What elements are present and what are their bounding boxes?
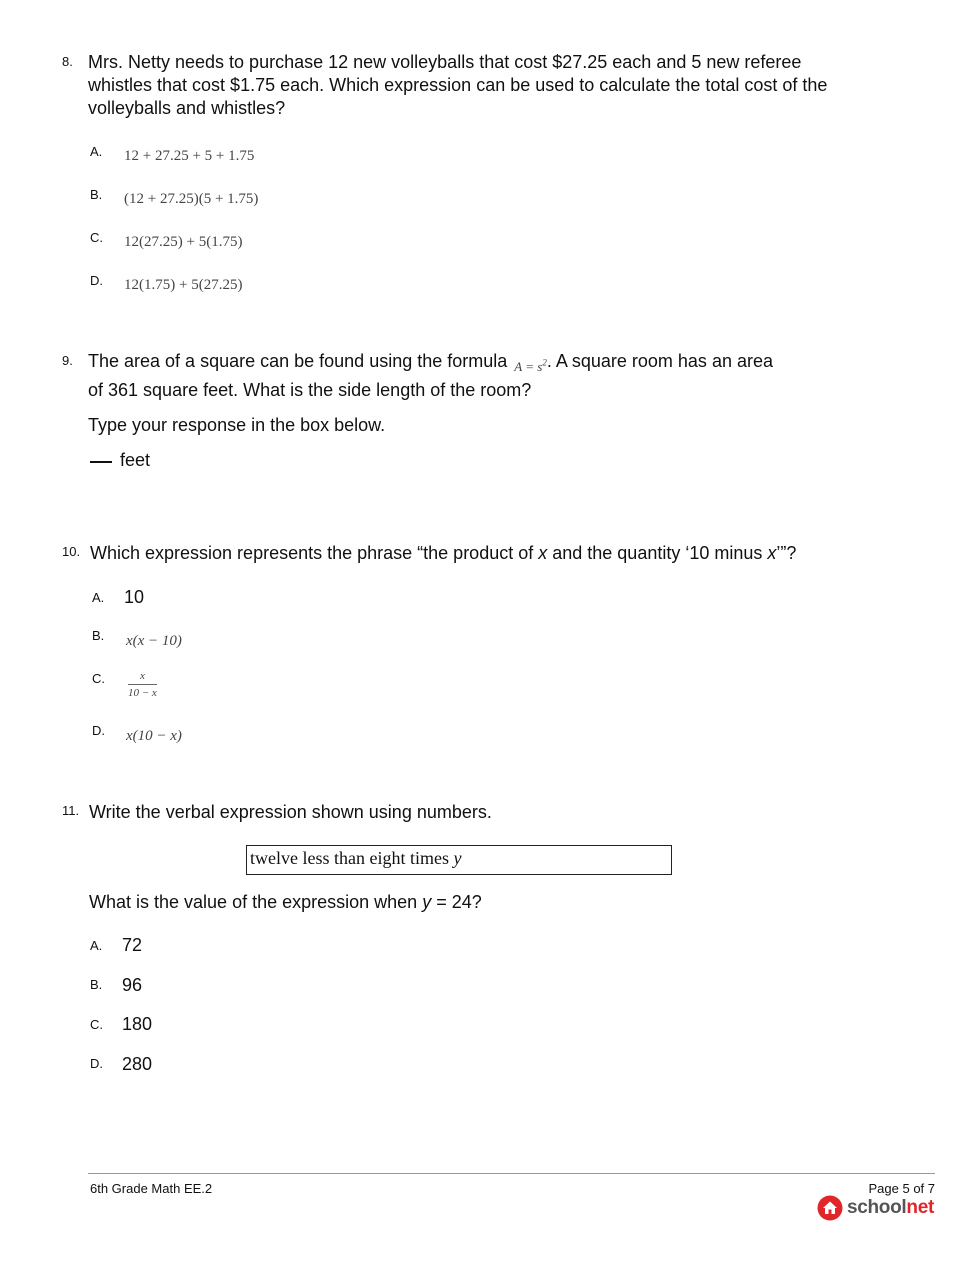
choice-fraction[interactable] bbox=[128, 670, 157, 699]
response-input[interactable] bbox=[90, 461, 112, 463]
verbal-expression-text: twelve less than eight times bbox=[250, 848, 454, 868]
choice-expression[interactable]: x(10 − x) bbox=[126, 728, 182, 744]
choice-letter[interactable]: A. bbox=[90, 938, 103, 953]
page-number: Page 5 of 7 bbox=[868, 1181, 935, 1196]
brand-part-accent: net bbox=[906, 1197, 934, 1218]
house-icon bbox=[817, 1195, 843, 1221]
choice-letter[interactable]: D. bbox=[92, 723, 105, 738]
question-text-line: of 361 square feet. What is the side length of the room? bbox=[88, 380, 532, 400]
choice-letter[interactable]: D. bbox=[90, 273, 103, 288]
question-text: Write the verbal expression shown using numbers. bbox=[89, 802, 492, 822]
choice-expression[interactable]: 12(1.75) + 5(27.25) bbox=[124, 277, 243, 293]
question-text-part: . A square room has an area bbox=[546, 351, 773, 371]
choice-value[interactable]: 72 bbox=[122, 935, 143, 955]
choice-letter[interactable]: B. bbox=[90, 977, 103, 992]
question-number: 10. bbox=[62, 544, 81, 559]
choice-letter[interactable]: A. bbox=[90, 144, 103, 159]
variable: y bbox=[422, 892, 432, 912]
question-text-part: = 24? bbox=[431, 892, 482, 912]
choice-value[interactable]: 10 bbox=[124, 587, 145, 607]
unit-label: feet bbox=[120, 450, 151, 470]
formula-exponent: 2 bbox=[542, 357, 547, 368]
question-number: 8. bbox=[62, 54, 73, 69]
schoolnet-logo bbox=[817, 1195, 934, 1221]
followup-question bbox=[89, 891, 482, 914]
formula-lhs: A = s bbox=[514, 359, 543, 374]
question-number: 11. bbox=[62, 803, 80, 818]
question-text-part: Which expression represents the phrase “the product of bbox=[90, 543, 539, 563]
instruction-text: Type your response in the box below. bbox=[88, 415, 386, 435]
choice-value[interactable]: 180 bbox=[122, 1014, 153, 1034]
question-text-part: and the quantity ‘10 minus bbox=[547, 543, 768, 563]
choice-expression[interactable]: 12(27.25) + 5(1.75) bbox=[124, 234, 243, 250]
choice-letter[interactable]: C. bbox=[90, 1017, 103, 1032]
choice-expression[interactable]: x(x − 10) bbox=[126, 633, 182, 649]
variable: y bbox=[453, 848, 462, 868]
variable: x bbox=[767, 543, 777, 563]
question-text bbox=[88, 350, 848, 378]
variable: x bbox=[538, 543, 548, 563]
verbal-expression-box bbox=[246, 845, 672, 875]
question-text: Mrs. Netty needs to purchase 12 new volleyballs that cost $27.25 each and 5 new referee whistles that cost $1.75 each. Which expression can be used to calculate the total cost of the volleyballs and whistles? bbox=[88, 52, 828, 118]
choice-letter[interactable]: B. bbox=[90, 187, 103, 202]
fraction-numerator: x bbox=[128, 670, 157, 685]
choice-letter[interactable]: B. bbox=[92, 628, 105, 643]
brand-name bbox=[847, 1197, 934, 1219]
question-text-part: The area of a square can be found using the formula bbox=[88, 351, 508, 371]
choice-value[interactable]: 96 bbox=[122, 975, 143, 995]
brand-part: school bbox=[846, 1197, 907, 1218]
choice-expression[interactable]: 12 + 27.25 + 5 + 1.75 bbox=[124, 148, 255, 164]
footer-title: 6th Grade Math EE.2 bbox=[90, 1181, 213, 1196]
question-text bbox=[90, 542, 796, 565]
choice-value[interactable]: 280 bbox=[122, 1054, 153, 1074]
footer-divider bbox=[88, 1173, 935, 1174]
choice-letter[interactable]: D. bbox=[90, 1056, 103, 1071]
choice-letter[interactable]: A. bbox=[92, 590, 105, 605]
formula bbox=[514, 359, 547, 374]
choice-letter[interactable]: C. bbox=[92, 671, 105, 686]
choice-expression[interactable]: (12 + 27.25)(5 + 1.75) bbox=[124, 191, 259, 207]
fraction-denominator: 10 − x bbox=[128, 687, 157, 699]
question-text-part: ’”? bbox=[776, 543, 797, 563]
question-number: 9. bbox=[62, 353, 73, 368]
choice-letter[interactable]: C. bbox=[90, 230, 103, 245]
question-text-part: What is the value of the expression when bbox=[89, 892, 423, 912]
response-row bbox=[90, 449, 150, 472]
